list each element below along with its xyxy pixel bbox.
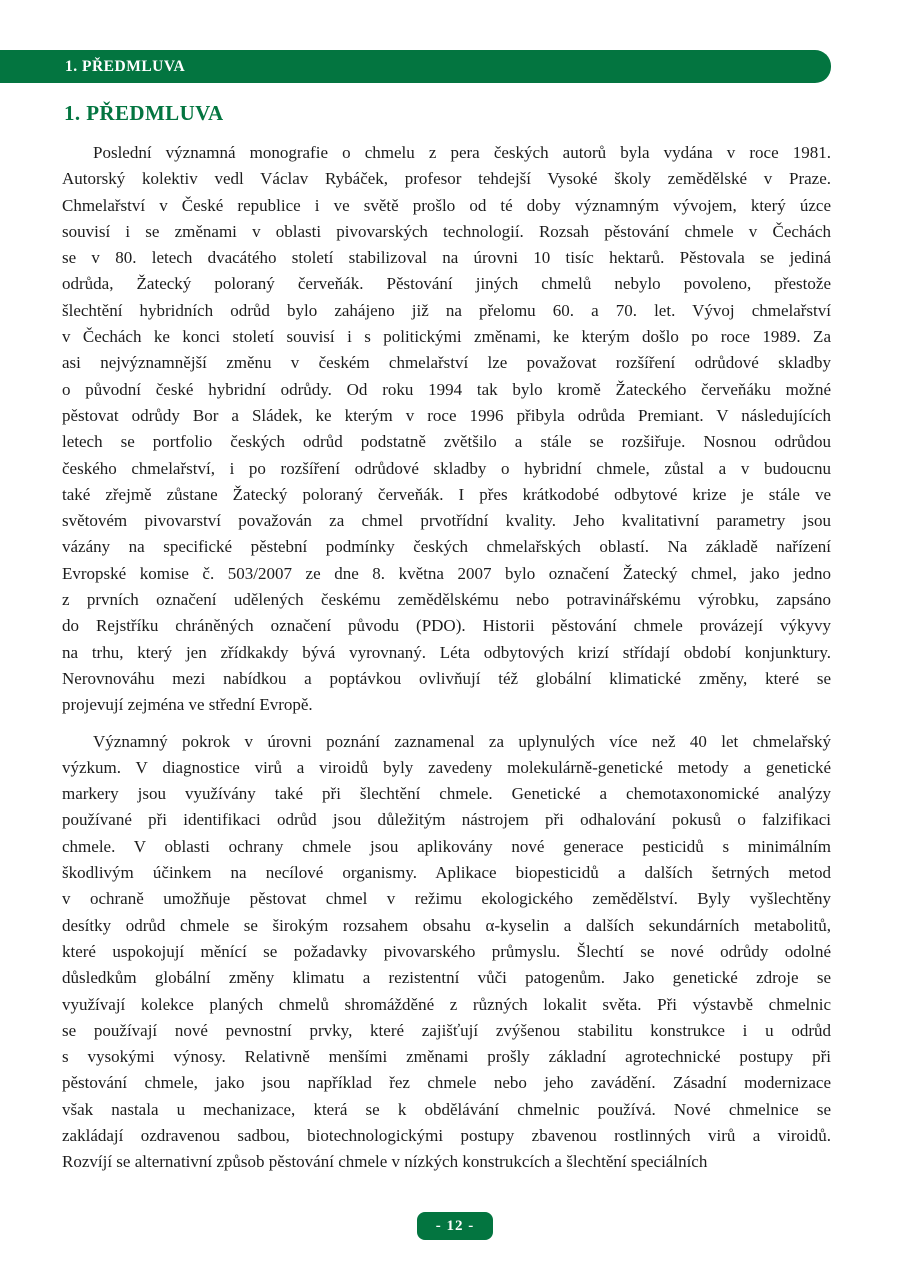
paragraph <box>62 140 831 719</box>
text-line: se v 80. letech dvacátého století stabilizoval na úrovni 10 tisíc hektarů. Pěstovala se jediná <box>62 248 831 268</box>
text-line: však nastala u mechanizace, která se k obdělávání chmelnic používá. Nové chmelnice se <box>62 1099 831 1119</box>
text-line: pěstovat odrůdy Bor a Sládek, ke kterým v roce 1996 přibyla odrůda Premiant. V následujících <box>62 405 831 425</box>
text-line: Autorský kolektiv vedl Václav Rybáček, profesor tehdejší Vysoké školy zemědělské v Praze. <box>62 169 831 189</box>
text-line: Nerovnováhu mezi nabídkou a poptávkou ovlivňují též globální klimatické změny, které se <box>62 668 831 688</box>
text-line: letech se portfolio českých odrůd podstatně zvětšilo a stále se rozšiřuje. Nosnou odrůdou <box>62 432 831 452</box>
text-line: souvisí i se změnami v oblasti pivovarských technologií. Rozsah pěstování chmele v Čechách <box>62 221 831 241</box>
text-line: asi nejvýznamnější změnu v českém chmelařství lze považovat rozšíření odrůdové skladby <box>62 353 831 373</box>
page-number-label: - 12 - <box>435 1218 475 1234</box>
text-line: zakládají ozdravenou sadbou, biotechnologickými postupy zbavenou rostlinných virů a viroidů. <box>62 1125 831 1145</box>
text-line: Evropské komise č. 503/2007 ze dne 8. května 2007 bylo označení Žatecký chmel, jako jedno <box>62 563 831 583</box>
text-line: vázány na specifické pěstební podmínky českých chmelařských oblastí. Na základě nařízení <box>62 537 831 557</box>
paragraph <box>62 729 831 1176</box>
text-line: světovém pivovarství považován za chmel prvotřídní kvality. Jeho kvalitativní parametry jsou <box>62 511 831 531</box>
text-line: s vysokými výnosy. Relativně menšími změnami prošly základní agrotechnické postupy při <box>62 1047 831 1067</box>
body-text <box>62 140 831 1176</box>
text-line: Chmelařství v České republice i ve světě prošlo od té doby významným vývojem, který úzce <box>62 195 831 215</box>
text-line: Významný pokrok v úrovni poznání zaznamenal za uplynulých více než 40 let chmelařský <box>93 731 831 751</box>
text-line: šlechtění hybridních odrůd bylo zahájeno již na přelomu 60. a 70. let. Vývoj chmelařství <box>62 300 831 320</box>
text-line: Poslední významná monografie o chmelu z pera českých autorů byla vydána v roce 1981. <box>93 143 831 162</box>
text-line: projevují zejména ve střední Evropě. <box>62 695 313 715</box>
text-line: z prvních označení udělených českému zemědělskému nebo potravinářskému výrobku, zapsáno <box>62 590 831 610</box>
page-title: 1. PŘEDMLUVA <box>64 101 224 125</box>
text-line: důsledkům globální změny klimatu a rezistentní vůči patogenům. Jako genetické zdroje se <box>62 968 831 988</box>
chapter-header-label: 1. PŘEDMLUVA <box>65 58 186 75</box>
text-line: používané při identifikaci odrůd jsou důležitým nástrojem při odhalování pokusů o falzifikaci <box>62 810 831 830</box>
text-line: v Čechách ke konci století souvisí i s politickými změnami, ke kterým došlo po roce 1989. Za <box>62 327 831 347</box>
text-line: do Rejstříku chráněných označení původu (PDO). Historii pěstování chmele provázejí výkyvy <box>62 616 831 636</box>
text-line: desítky odrůd chmele se širokým rozsahem obsahu α-kyselin a dalších sekundárních metabolitů, <box>62 915 831 935</box>
text-line: markery jsou využívány také při šlechtění chmele. Genetické a chemotaxonomické analýzy <box>62 784 831 804</box>
text-line: na trhu, který jen zřídkakdy bývá vyrovnaný. Léta odbytových krizí střídají období konjunktury. <box>62 642 831 662</box>
text-line: výzkum. V diagnostice virů a viroidů byly zavedeny molekulárně-genetické metody a genetické <box>62 757 831 777</box>
chapter-header-bar <box>0 50 831 83</box>
text-line: pěstování chmele, jako jsou například řez chmele nebo jeho zavádění. Zásadní modernizace <box>62 1073 831 1093</box>
text-line: které uspokojují měnící se požadavky pivovarského průmyslu. Šlechtí se nové odrůdy odolné <box>62 941 831 961</box>
text-line: českého chmelařství, i po rozšíření odrůdové skladby o hybridní chmele, zůstal a v budoucnu <box>62 458 831 478</box>
text-line: Rozvíjí se alternativní způsob pěstování chmele v nízkých konstrukcích a šlechtění speciálních <box>62 1152 708 1172</box>
text-line: využívají kolekce planých chmelů shromážděné z různých lokalit světa. Při výstavbě chmelnic <box>62 994 831 1014</box>
text-line: také zřejmě zůstane Žatecký poloraný červeňák. I přes krátkodobé odbytové krize je stále ve <box>62 484 831 504</box>
text-line: o původní české hybridní odrůdy. Od roku 1994 tak bylo kromě Žateckého červeňáku možné <box>62 379 831 399</box>
text-line: se používají nové pevnostní prvky, které zajišťují zvýšenou stabilitu konstrukce i u odrůd <box>62 1020 831 1040</box>
text-line: odrůda, Žatecký poloraný červeňák. Pěstování jiných chmelů nebylo povoleno, přestože <box>62 274 831 294</box>
text-line: v ochraně umožňuje pěstovat chmel v režimu ekologického zemědělství. Byly vyšlechtěny <box>62 889 831 909</box>
text-line: chmele. V oblasti ochrany chmele jsou aplikovány nové generace pesticidů s minimálním <box>62 836 831 856</box>
page-number-badge <box>417 1212 493 1240</box>
text-line: škodlivým účinkem na necílové organismy. Aplikace biopesticidů a dalších šetrných metod <box>62 863 831 883</box>
